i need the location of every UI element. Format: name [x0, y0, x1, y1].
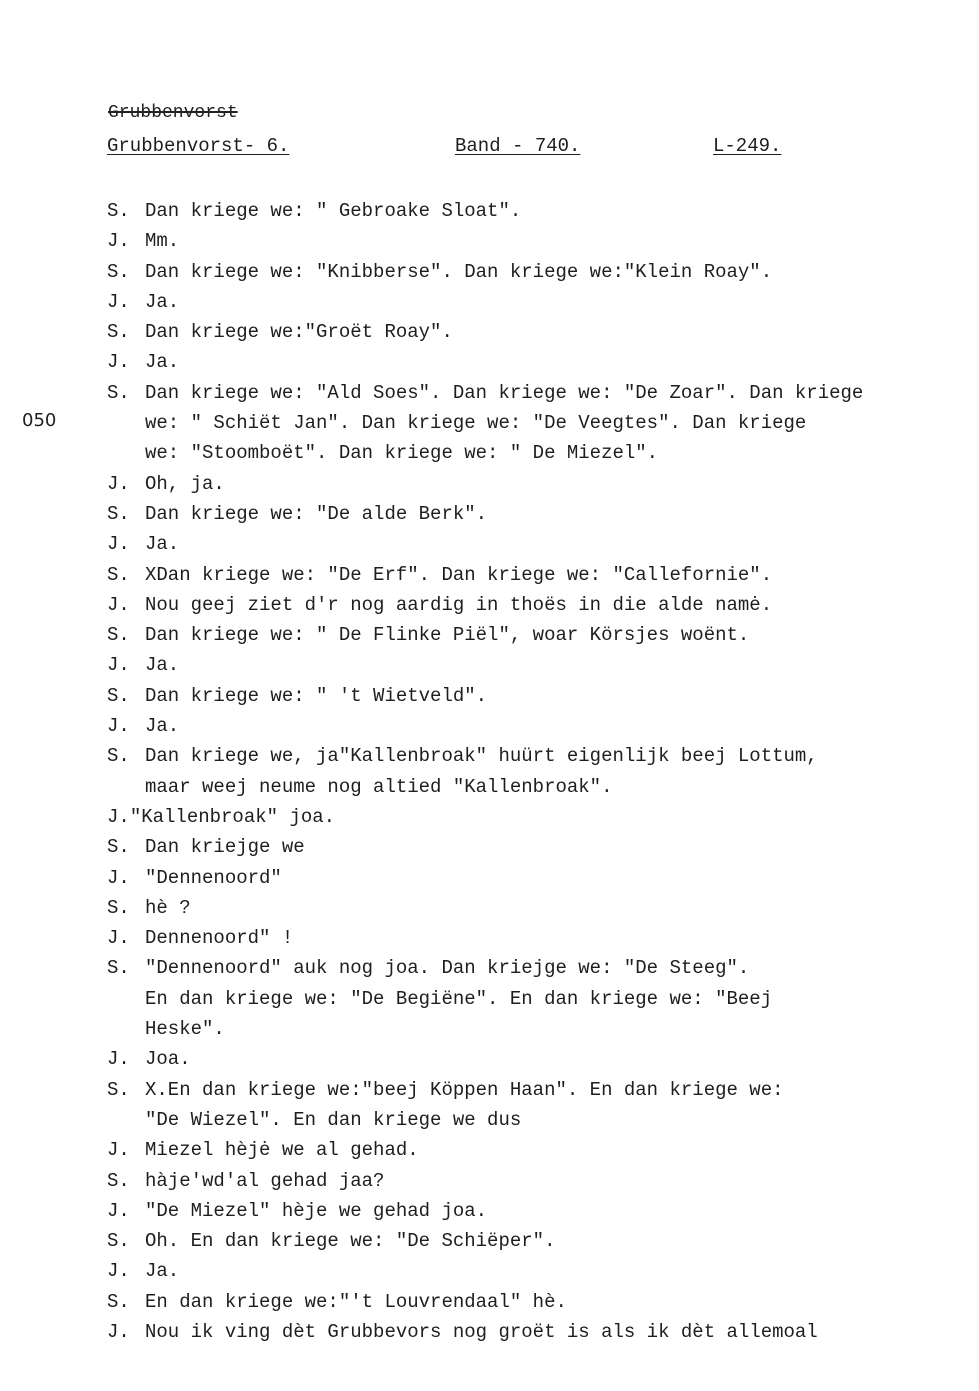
utterance-text: Ja.: [145, 533, 180, 556]
transcript-line: [107, 1014, 947, 1044]
utterance-text: Oh, ja.: [145, 472, 225, 495]
utterance-text: Mm.: [145, 230, 180, 253]
speaker-label: J.: [107, 1320, 130, 1343]
transcript-line: [107, 953, 947, 983]
transcript-line: [107, 317, 947, 347]
utterance-text: Ja.: [145, 715, 180, 738]
header-code: L-249.: [713, 135, 782, 157]
speaker-label: J.: [107, 533, 130, 556]
struck-heading: Grubbenvorst: [108, 103, 238, 123]
transcript-line: [107, 681, 947, 711]
utterance-continuation: En dan kriege we: "De Begiëne". En dan kriege we: "Beej: [145, 987, 773, 1010]
utterance-text: Ja.: [145, 654, 180, 677]
transcript-line: [107, 802, 947, 832]
transcript-line: [107, 1317, 947, 1347]
utterance-text: Dan kriege we, ja"Kallenbroak" huürt eigenlijk beej Lottum,: [145, 745, 818, 768]
speaker-label: S.: [107, 684, 130, 707]
speaker-label: S.: [107, 836, 130, 859]
transcript-line: [107, 893, 947, 923]
utterance-text: Dan kriege we: "De alde Berk".: [145, 502, 488, 525]
utterance-text: Dan kriege we: " De Flinke Piël", woar Körsjes woënt.: [145, 624, 750, 647]
transcript-line: [107, 469, 947, 499]
utterance-text: X.En dan kriege we:"beej Köppen Haan". En dan kriege we:: [145, 1078, 784, 1101]
transcript-line: [107, 196, 947, 226]
transcript-line: [107, 408, 947, 438]
margin-counter-marker: 050: [22, 410, 57, 431]
utterance-text: "Kallenbroak" joa.: [129, 805, 336, 828]
header-location: Grubbenvorst- 6.: [107, 135, 290, 157]
speaker-label: J.: [107, 1260, 130, 1283]
speaker-label: J.: [107, 805, 130, 828]
transcript-line: [107, 1044, 947, 1074]
transcript-line: [107, 1196, 947, 1226]
transcript-line: [107, 438, 947, 468]
utterance-text: Miezel hèjė we al gehad.: [145, 1139, 419, 1162]
utterance-text: XDan kriege we: "De Erf". Dan kriege we: "Callefornie".: [145, 563, 773, 586]
speaker-label: J.: [107, 290, 130, 313]
utterance-continuation: we: "Stoomboët". Dan kriege we: " De Miezel".: [145, 442, 659, 465]
speaker-label: J.: [107, 593, 130, 616]
utterance-text: Ja.: [145, 290, 180, 313]
transcript-body: [107, 196, 947, 1347]
utterance-text: "De Miezel" hèje we gehad joa.: [145, 1199, 488, 1222]
transcript-line: [107, 560, 947, 590]
speaker-label: J.: [107, 1048, 130, 1071]
utterance-continuation: "De Wiezel". En dan kriege we dus: [145, 1108, 522, 1131]
speaker-label: S.: [107, 1169, 130, 1192]
utterance-text: Dan kriege we: " Gebroake Sloat".: [145, 200, 522, 222]
transcript-line: [107, 984, 947, 1014]
transcript-line: [107, 1075, 947, 1105]
transcript-line: [107, 1166, 947, 1196]
transcript-line: [107, 650, 947, 680]
speaker-label: S.: [107, 563, 130, 586]
transcript-line: [107, 287, 947, 317]
speaker-label: J.: [107, 230, 130, 253]
transcript-line: [107, 529, 947, 559]
utterance-text: En dan kriege we:"'t Louvrendaal" hè.: [145, 1290, 567, 1313]
speaker-label: J.: [107, 472, 130, 495]
transcript-line: [107, 620, 947, 650]
utterance-text: Dennenoord" !: [145, 927, 294, 950]
utterance-text: Nou geej ziet d'r nog aardig in thoës in die alde namė.: [145, 593, 773, 616]
transcript-line: [107, 923, 947, 953]
utterance-text: Dan kriege we: " 't Wietveld".: [145, 684, 488, 707]
transcript-line: [107, 226, 947, 256]
utterance-text: "Dennenoord" auk nog joa. Dan kriejge we: "De Steeg".: [145, 957, 750, 980]
utterance-text: Ja.: [145, 1260, 180, 1283]
transcript-line: [107, 1256, 947, 1286]
utterance-text: Ja.: [145, 351, 180, 374]
utterance-text: Nou ik ving dèt Grubbevors nog groët is als ik dèt allemoal: [145, 1320, 818, 1343]
utterance-text: Oh. En dan kriege we: "De Schiëper".: [145, 1230, 556, 1253]
speaker-label: S.: [107, 1078, 130, 1101]
transcript-line: [107, 590, 947, 620]
speaker-label: J.: [107, 866, 130, 889]
utterance-text: Dan kriege we: "Knibberse". Dan kriege we:"Klein Roay".: [145, 260, 773, 283]
speaker-label: S.: [107, 1230, 130, 1253]
transcript-line: [107, 1105, 947, 1135]
speaker-label: S.: [107, 1290, 130, 1313]
transcript-line: [107, 1287, 947, 1317]
speaker-label: S.: [107, 957, 130, 980]
transcript-line: [107, 772, 947, 802]
transcript-line: [107, 1226, 947, 1256]
speaker-label: J.: [107, 927, 130, 950]
transcript-line: [107, 257, 947, 287]
speaker-label: S.: [107, 260, 130, 283]
utterance-text: Joa.: [145, 1048, 191, 1071]
speaker-label: S.: [107, 745, 130, 768]
transcript-line: [107, 711, 947, 741]
transcript-line: [107, 378, 947, 408]
utterance-text: Dan kriejge we: [145, 836, 305, 859]
speaker-label: J.: [107, 1199, 130, 1222]
speaker-label: S.: [107, 321, 130, 344]
transcript-line: [107, 741, 947, 771]
speaker-label: J.: [107, 1139, 130, 1162]
speaker-label: J.: [107, 715, 130, 738]
transcript-line: [107, 863, 947, 893]
transcript-line: [107, 347, 947, 377]
speaker-label: J.: [107, 654, 130, 677]
speaker-label: S.: [107, 624, 130, 647]
transcript-line: [107, 499, 947, 529]
utterance-text: Dan kriege we: "Ald Soes". Dan kriege we: "De Zoar". Dan kriege: [145, 381, 864, 404]
speaker-label: S.: [107, 381, 130, 404]
utterance-text: Dan kriege we:"Groët Roay".: [145, 321, 453, 344]
header-band: Band - 740.: [455, 135, 581, 157]
speaker-label: S.: [107, 200, 130, 222]
transcript-line: [107, 1135, 947, 1165]
utterance-continuation: Heske".: [145, 1018, 225, 1041]
transcript-line: [107, 832, 947, 862]
speaker-label: S.: [107, 502, 130, 525]
utterance-text: hàje'wd'al gehad jaa?: [145, 1169, 385, 1192]
utterance-continuation: maar weej neume nog altied "Kallenbroak".: [145, 775, 613, 798]
speaker-label: S.: [107, 896, 130, 919]
utterance-text: hè ?: [145, 896, 191, 919]
utterance-text: "Dennenoord": [145, 866, 282, 889]
speaker-label: J.: [107, 351, 130, 374]
utterance-continuation: we: " Schiët Jan". Dan kriege we: "De Veegtes". Dan kriege: [145, 412, 807, 435]
